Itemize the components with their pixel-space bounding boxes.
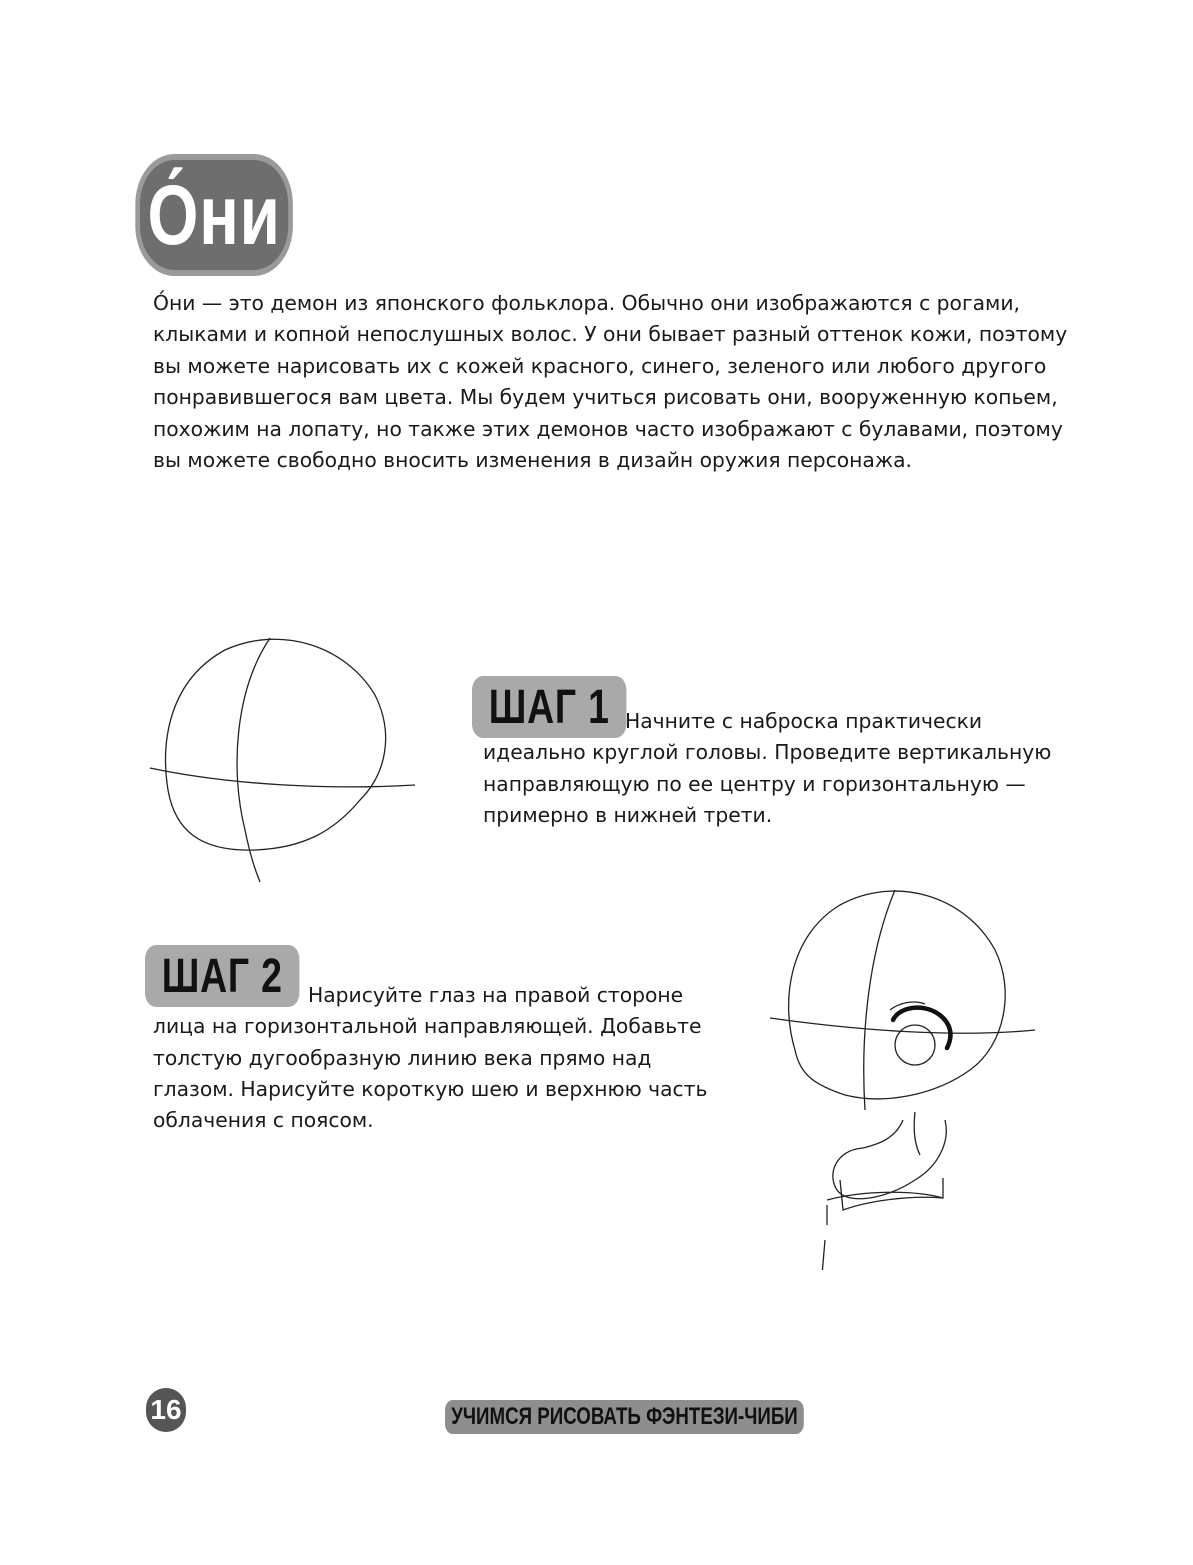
page-number: 16 — [146, 1388, 186, 1432]
step2-text — [153, 980, 713, 1136]
page-title: О́ни — [140, 160, 288, 270]
step1-text-content: Начните с наброска практически идеально круглой головы. Проведите вертикальную направляющую по ее центру и горизонтальную — примерно в нижней трети. — [483, 709, 1052, 827]
step1-text — [483, 706, 1063, 831]
step1-label: ШАГ 1 — [472, 676, 626, 738]
step2-text-content: Нарисуйте глаз на правой стороне лица на горизонтальной направляющей. Добавьте толстую дугообразную линию века прямо над глазом. Нарисуйте короткую шею и верхнюю часть облачения с поясом. — [153, 983, 708, 1133]
step2-label: ШАГ 2 — [145, 945, 299, 1007]
book-title: УЧИМСЯ РИСОВАТЬ ФЭНТЕЗИ-ЧИБИ — [445, 1400, 804, 1434]
intro-paragraph: О́ни — это демон из японского фольклора. Обычно они изображаются с рогами, клыками и копной непослушных волос. У они бывает разный оттенок кожи, поэтому вы можете нарисовать их с кожей красного, синего, зеленого или любого другого понравившегося вам цвета. Мы будем учиться рисовать они, вооруженную копьем, похожим на лопату, но также этих демонов часто изображают с булавами, поэтому вы можете свободно вносить изменения в дизайн оружия персонажа. — [153, 291, 1068, 473]
step2-head-sketch — [765, 880, 1040, 1270]
step1-head-sketch — [140, 630, 430, 890]
